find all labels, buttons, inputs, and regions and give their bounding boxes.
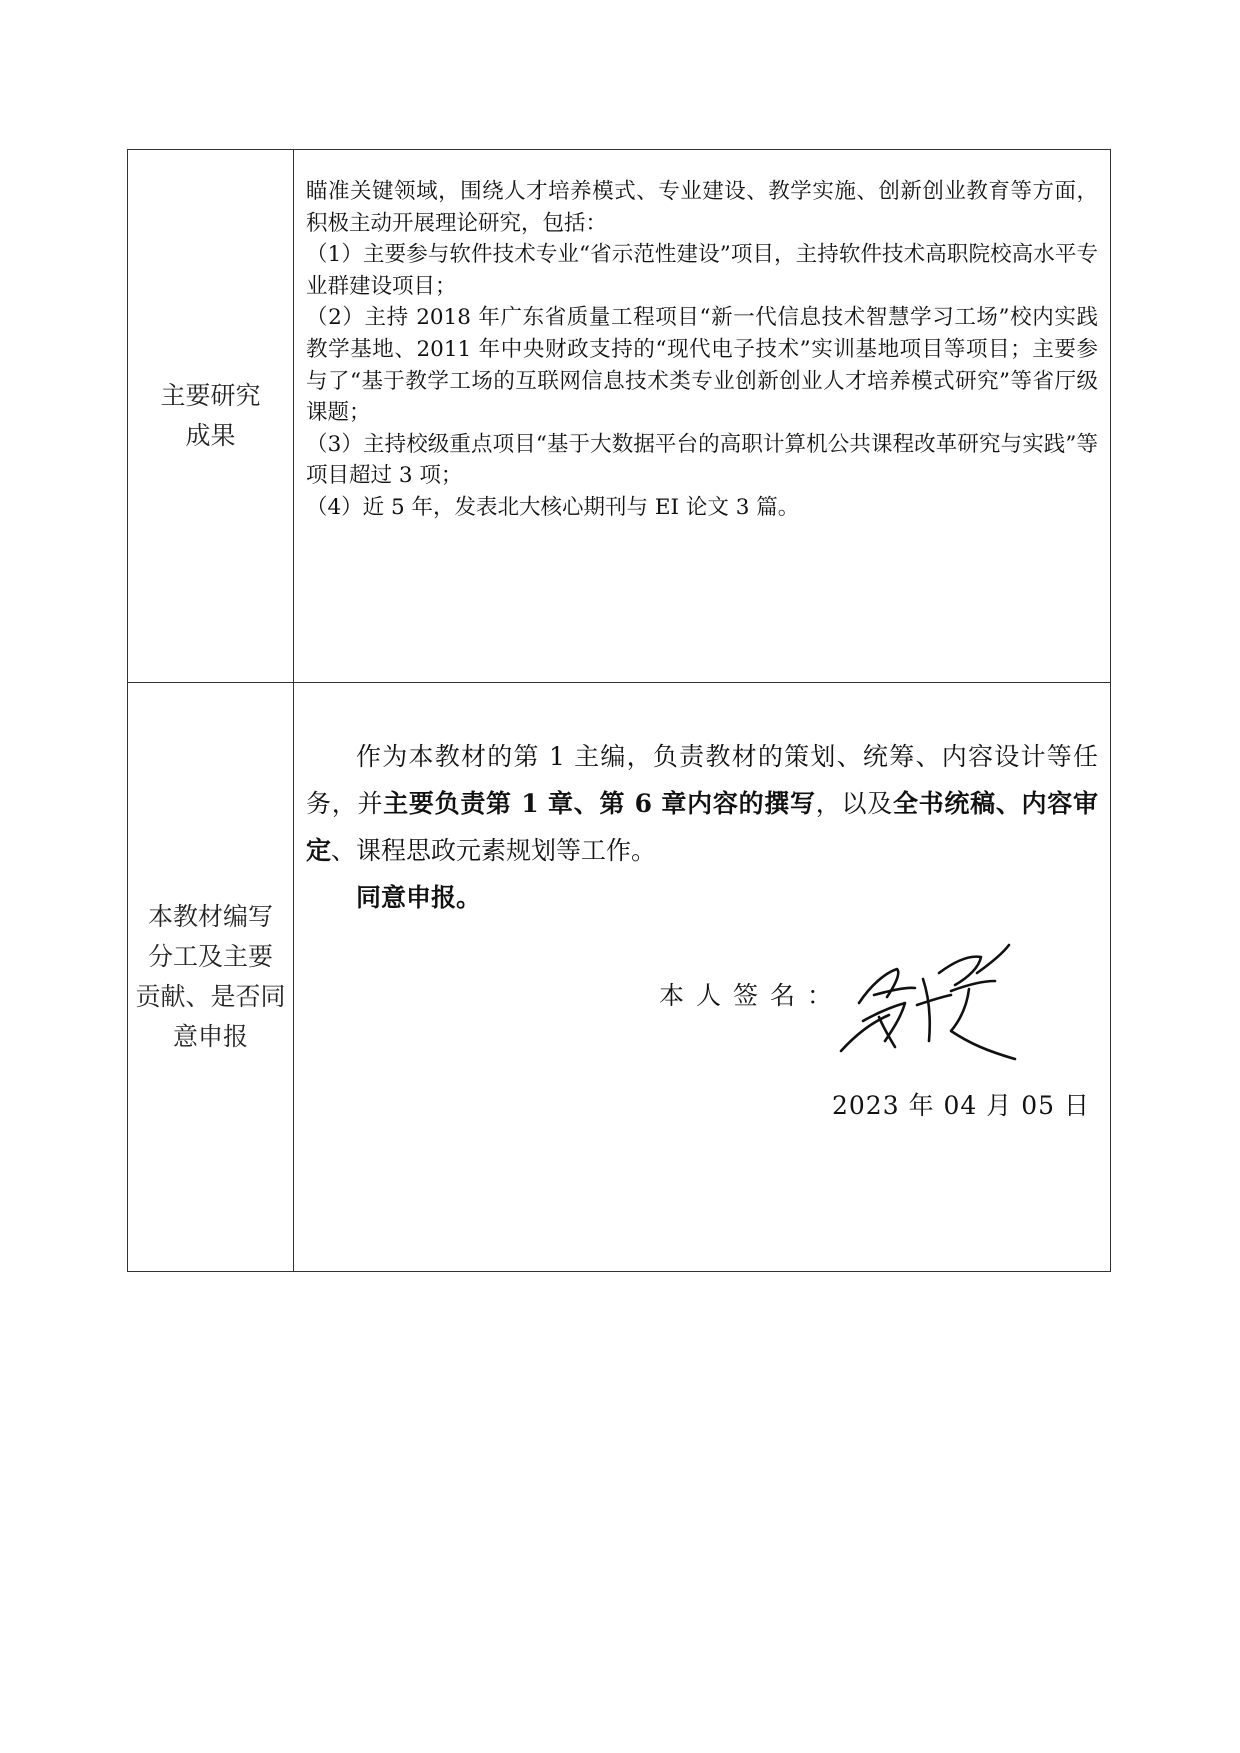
signature-label: 本人签名： [659, 981, 845, 1010]
label-line: 意申报 [172, 1022, 248, 1051]
bold-segment: 全书统稿、内容审定 [306, 789, 1098, 865]
contribution-paragraph [306, 733, 1098, 874]
research-intro: 瞄准关键领域，围绕人才培养模式、专业建设、教学实施、创新创业教育等方面，积极主动开展理论研究，包括： [306, 179, 1098, 236]
text-segment: 、课程思政元素规划等工作。 [331, 836, 657, 865]
application-form-table [127, 149, 1111, 1272]
research-item-3: （3）主持校级重点项目“基于大数据平台的高职计算机公共课程改革研究与实践”等项目超过 3 项； [306, 431, 1098, 489]
handwritten-signature [819, 933, 1049, 1063]
research-results-label [128, 150, 294, 683]
signature-date: 2023 年 04 月 05 日 [832, 1091, 1090, 1120]
research-results-content [294, 150, 1111, 683]
agree-text: 同意申报。 [356, 883, 482, 912]
label-line: 主要研究 [160, 381, 261, 410]
text-segment: ，以及 [815, 789, 893, 818]
label-line: 分工及主要 [147, 942, 273, 971]
research-item-2: （2）主持 2018 年广东省质量工程项目“新一代信息技术智慧学习工场”校内实践教学基地、2011 年中央财政支持的“现代电子技术”实训基地项目等项目；主要参与了“基于教学工场的互联网信息技术类专业创新创业人才培养模式研究”等省厅级课题； [306, 305, 1098, 426]
research-item-4: （4）近 5 年，发表北大核心期刊与 EI 论文 3 篇。 [306, 494, 800, 520]
bold-segment: 主要负责第 1 章、第 6 章内容的撰写 [383, 789, 816, 818]
label-line: 本教材编写 [147, 902, 273, 931]
contribution-label [128, 683, 294, 1272]
label-line: 贡献、是否同 [135, 982, 286, 1011]
contribution-content [294, 683, 1111, 1272]
research-results-row [128, 150, 1111, 683]
agree-statement [306, 874, 1098, 921]
text-segment: 作为本教材的第 1 主编，负责教材的策划、统筹、内容设计等任务，并 [306, 742, 1098, 818]
contribution-row [128, 683, 1111, 1272]
research-item-1: （1）主要参与软件技术专业“省示范性建设”项目，主持软件技术高职院校高水平专业群建设项目； [306, 242, 1098, 299]
label-line: 成果 [185, 421, 236, 450]
contribution-text [306, 733, 1098, 921]
